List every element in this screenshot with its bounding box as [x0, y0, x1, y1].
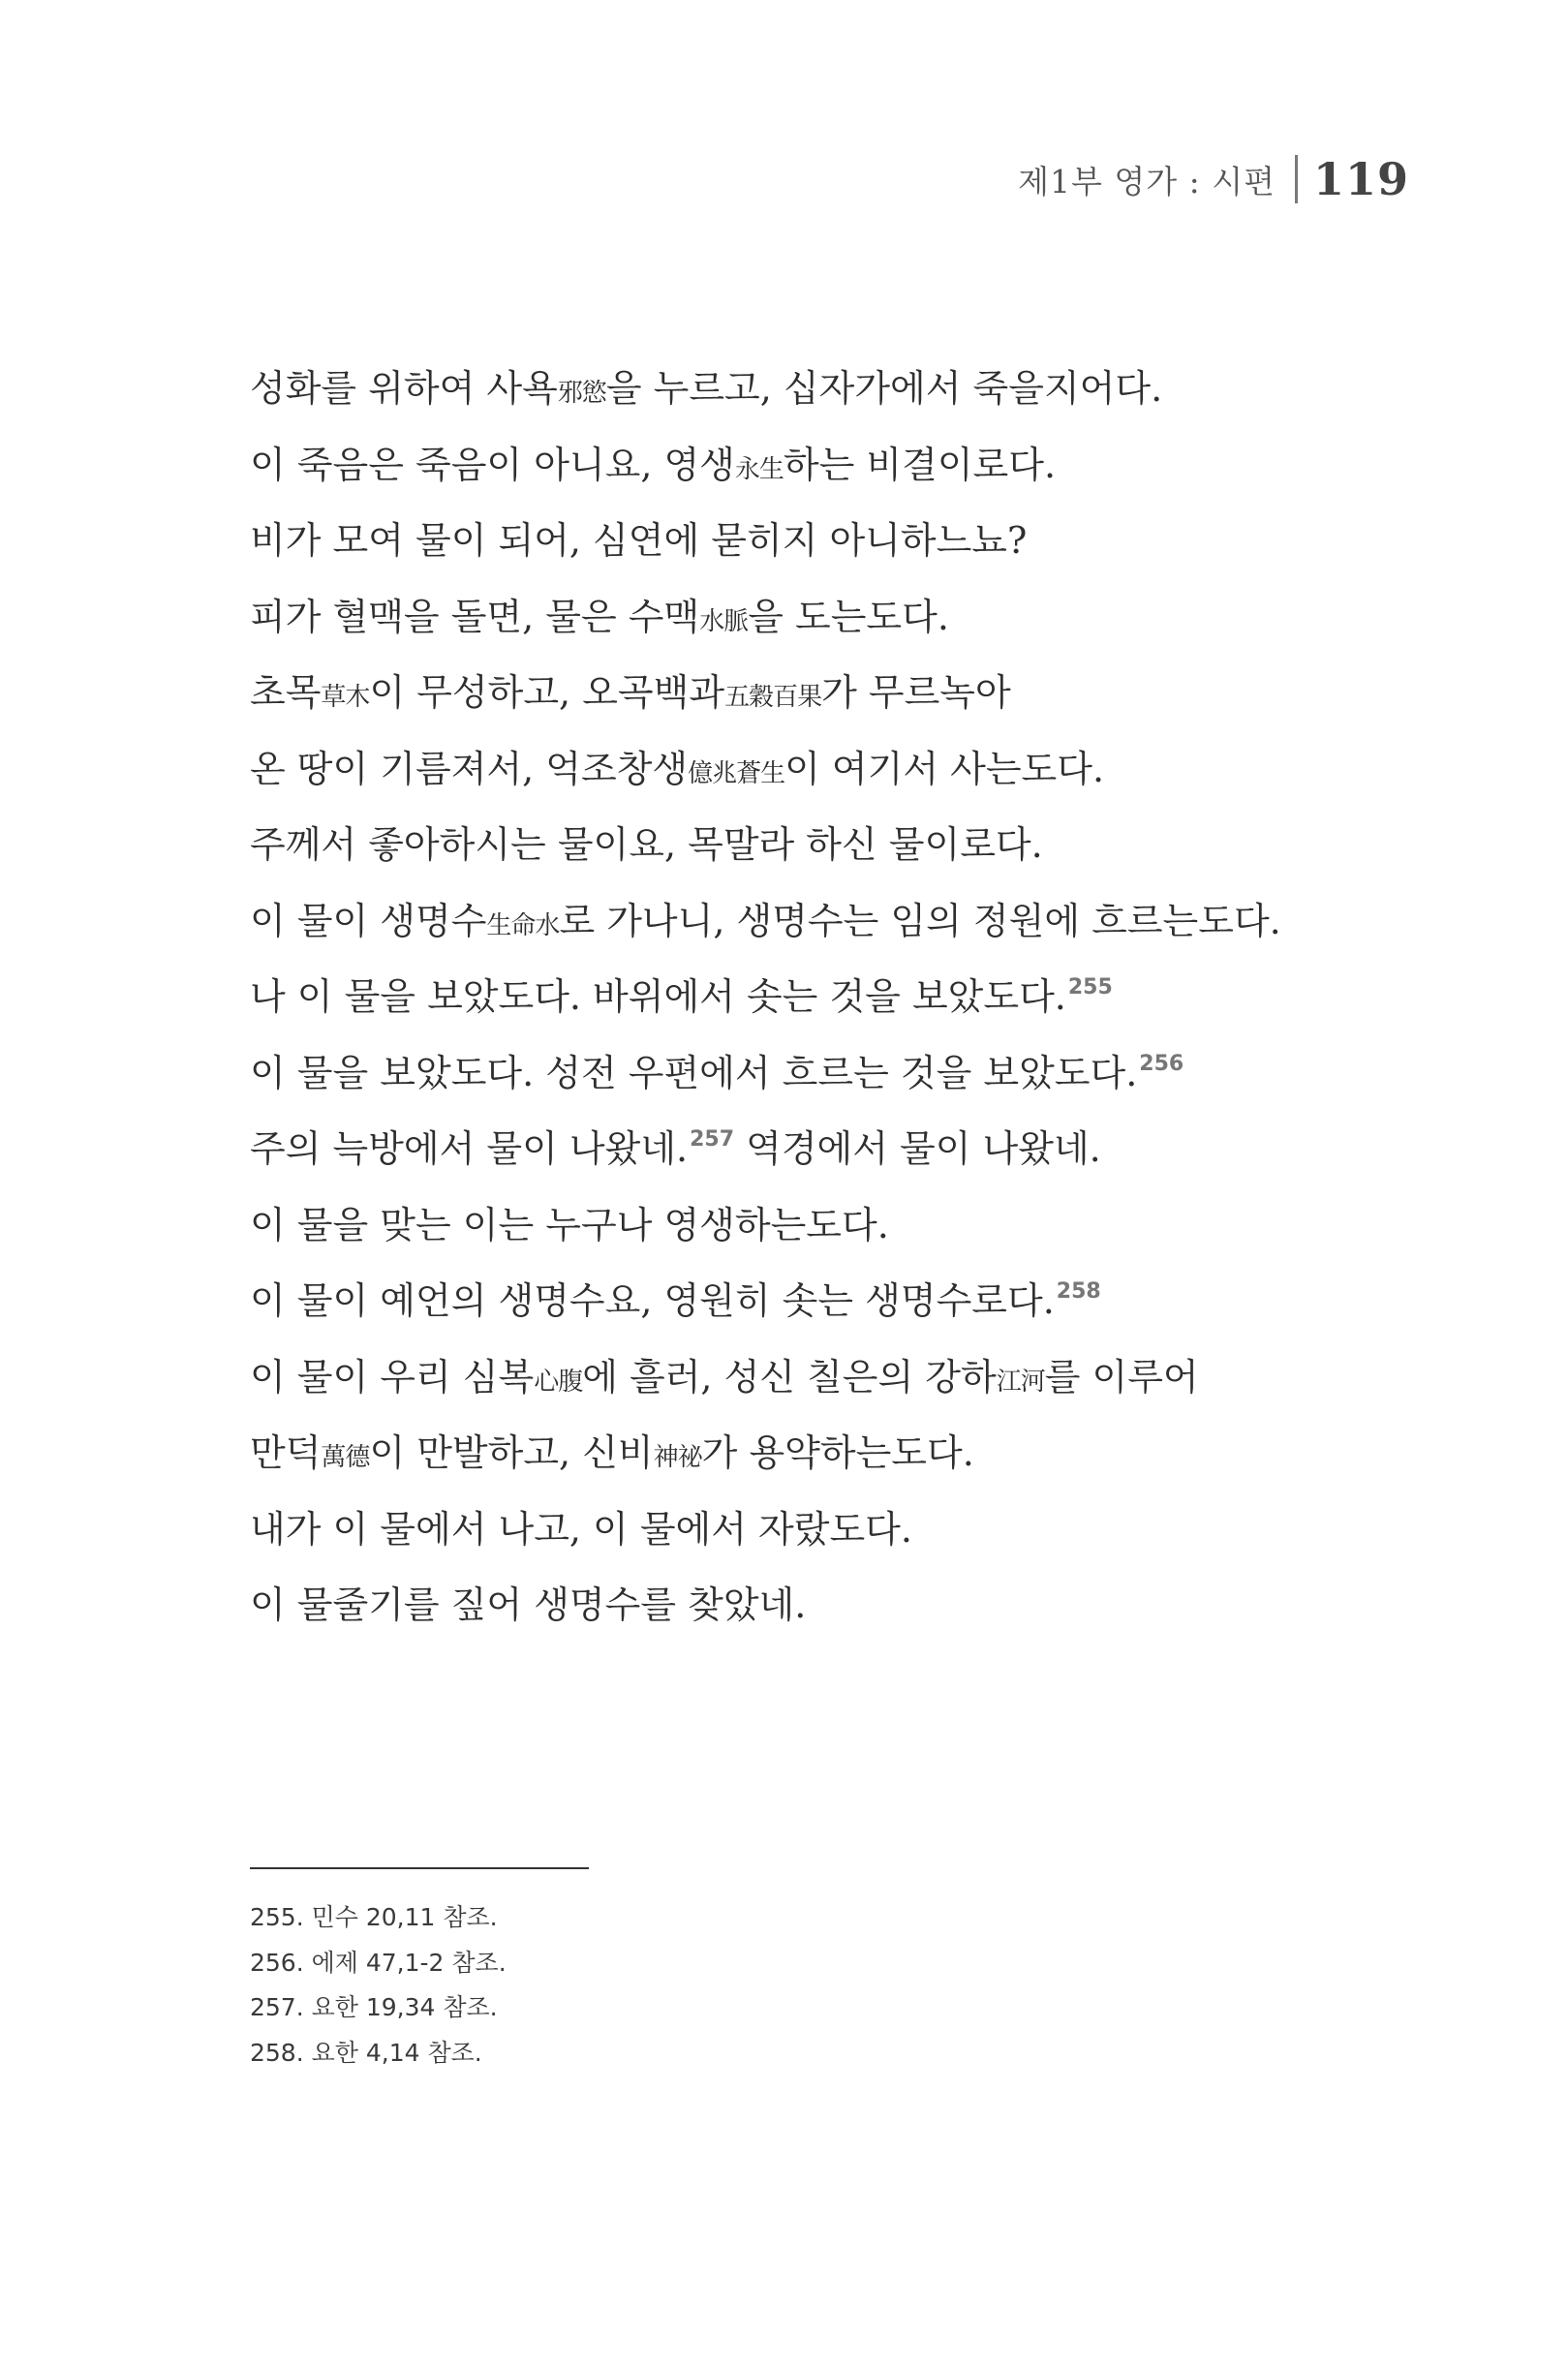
poem-text: 이 물줄기를 짚어 생명수를 찾았네. — [250, 1584, 807, 1626]
poem-text: 주의 늑방에서 물이 나왔네. — [250, 1127, 689, 1170]
poem-body — [250, 351, 1412, 1644]
poem-line — [250, 1492, 1412, 1568]
poem-text: 가 무르녹아 — [821, 671, 1011, 714]
poem-text: 를 이루어 — [1044, 1355, 1199, 1399]
hanja-gloss: 永生 — [734, 454, 784, 484]
poem-line — [250, 351, 1412, 427]
poem-text: 이 물을 보았도다. 성전 우편에서 흐르는 것을 보았도다. — [250, 1051, 1138, 1094]
poem-text: 이 물을 맞는 이는 누구나 영생하는도다. — [250, 1203, 889, 1246]
footnote-reference: 255 — [1067, 975, 1113, 999]
poem-text: 이 물이 예언의 생명수요, 영원히 솟는 생명수로다. — [250, 1279, 1055, 1322]
poem-text: 비가 모여 물이 되어, 심연에 묻히지 아니하느뇨? — [250, 519, 1028, 562]
footnote: 257. 요한 19,34 참조. — [250, 1993, 498, 2021]
poem-line — [250, 579, 1412, 656]
poem-text: 가 용약하는도다. — [701, 1431, 974, 1474]
hanja-gloss: 心腹 — [534, 1367, 583, 1397]
poem-text: 이 만발하고, 신비 — [369, 1431, 654, 1474]
poem-text: 이 무성하고, 오곡백과 — [369, 671, 725, 714]
poem-text: 이 죽음은 죽음이 아니요, 영생 — [250, 443, 735, 486]
hanja-gloss: 神祕 — [653, 1443, 702, 1472]
footnote: 255. 민수 20,11 참조. — [250, 1903, 498, 1931]
poem-line — [250, 807, 1412, 883]
poem-text: 에 흘러, 성신 칠은의 강하 — [582, 1355, 997, 1399]
running-header — [1018, 153, 1409, 205]
footnote-divider — [250, 1867, 589, 1869]
footnote-reference: 256 — [1139, 1051, 1184, 1076]
poem-text: 역경에서 물이 나왔네. — [734, 1127, 1101, 1170]
poem-text: 피가 혈맥을 돌면, 물은 수맥 — [250, 595, 700, 638]
poem-line — [250, 1415, 1412, 1492]
hanja-gloss: 億兆蒼生 — [688, 758, 785, 788]
poem-line — [250, 503, 1412, 579]
hanja-gloss: 五穀百果 — [724, 683, 822, 712]
poem-text: 초목 — [250, 671, 322, 714]
hanja-gloss: 生命水 — [486, 910, 560, 940]
poem-line — [250, 1035, 1412, 1112]
footnote-reference: 258 — [1056, 1279, 1101, 1304]
poem-line — [250, 427, 1412, 504]
poem-line — [250, 655, 1412, 731]
footnote: 256. 에제 47,1-2 참조. — [250, 1948, 507, 1977]
poem-line — [250, 959, 1412, 1035]
hanja-gloss: 水脈 — [699, 606, 749, 636]
poem-text: 을 도는도다. — [748, 595, 949, 638]
footnote: 258. 요한 4,14 참조. — [250, 2038, 482, 2067]
poem-text: 주께서 좋아하시는 물이요, 목말라 하신 물이로다. — [250, 823, 1043, 866]
poem-line — [250, 1111, 1412, 1187]
footnote-reference: 257 — [690, 1127, 735, 1152]
poem-line — [250, 731, 1412, 808]
poem-text: 하는 비결이로다. — [783, 443, 1057, 486]
poem-text: 이 물이 우리 심복 — [250, 1355, 535, 1399]
poem-text: 로 가나니, 생명수는 임의 정원에 흐르는도다. — [559, 899, 1281, 942]
page-number: 119 — [1312, 153, 1409, 205]
poem-line — [250, 1263, 1412, 1339]
header-section-title: 제1부 영가 : 시편 — [1018, 162, 1276, 200]
hanja-gloss: 草木 — [321, 683, 370, 712]
poem-line — [250, 883, 1412, 960]
poem-text: 이 물이 생명수 — [250, 899, 487, 942]
poem-text: 만덕 — [250, 1431, 322, 1474]
poem-text: 내가 이 물에서 나고, 이 물에서 자랐도다. — [250, 1507, 912, 1551]
poem-line — [250, 1187, 1412, 1264]
hanja-gloss: 邪慾 — [557, 379, 606, 408]
poem-line — [250, 1567, 1412, 1644]
hanja-gloss: 江河 — [996, 1367, 1045, 1397]
header-divider — [1295, 155, 1298, 203]
poem-text: 온 땅이 기름져서, 억조창생 — [250, 747, 689, 790]
poem-text: 성화를 위하여 사욕 — [250, 367, 558, 410]
poem-text: 을 누르고, 십자가에서 죽을지어다. — [605, 367, 1163, 410]
poem-text: 나 이 물을 보았도다. 바위에서 솟는 것을 보았도다. — [250, 975, 1066, 1018]
hanja-gloss: 萬德 — [321, 1443, 370, 1472]
poem-text: 이 여기서 사는도다. — [784, 747, 1105, 790]
footnotes — [250, 1895, 507, 2076]
poem-line — [250, 1339, 1412, 1416]
